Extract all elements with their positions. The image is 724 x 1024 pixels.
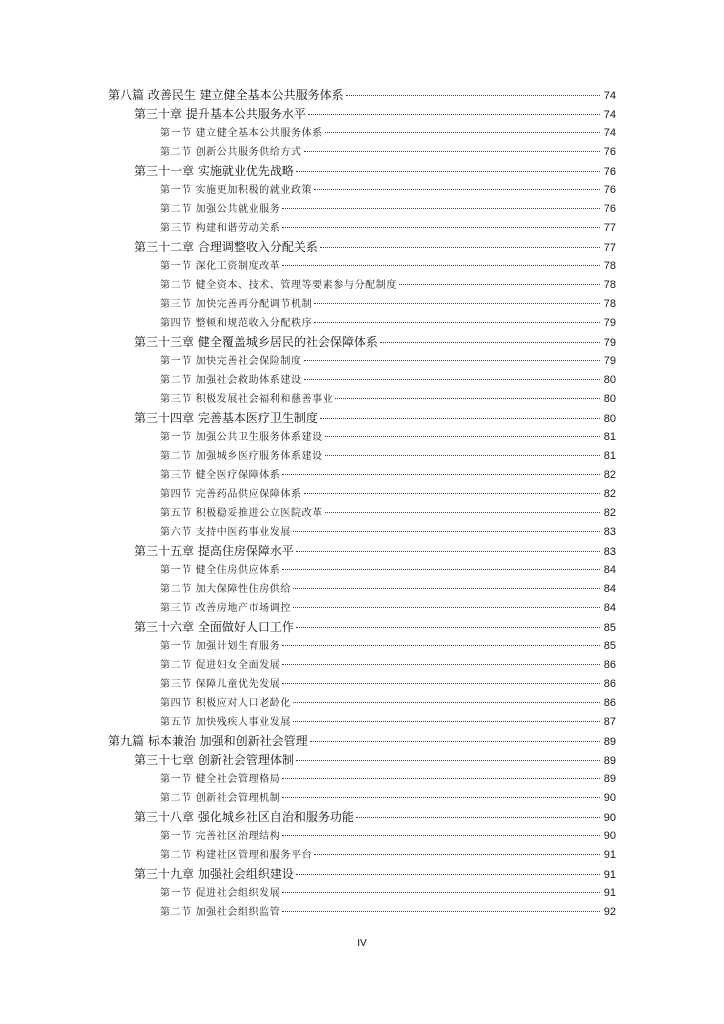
toc-section-entry[interactable] (108, 257, 616, 276)
page-number: IV (357, 938, 367, 949)
toc-entry-title: 第一节 健全社会管理格局 (160, 774, 281, 785)
dot-leader (282, 835, 600, 836)
toc-entry-page: 84 (603, 583, 616, 595)
toc-entry-page: 92 (603, 906, 616, 918)
toc-section-entry[interactable] (108, 181, 616, 200)
toc-entry-title: 第三节 加快完善再分配调节机制 (160, 299, 313, 310)
dot-leader (314, 189, 600, 190)
dot-leader (399, 284, 600, 285)
toc-section-entry[interactable] (108, 656, 616, 675)
dot-leader (282, 683, 600, 684)
toc-entry-page: 90 (603, 812, 616, 824)
toc-entry-title: 第一节 加强公共卫生服务体系建设 (160, 432, 323, 443)
toc-entry-title: 第一节 加强计划生育服务 (160, 641, 281, 652)
dot-leader (282, 569, 600, 570)
toc-section-entry[interactable] (108, 770, 616, 789)
toc-entry-title: 第三节 健全医疗保障体系 (160, 470, 281, 481)
dot-leader (296, 627, 600, 628)
dot-leader (335, 398, 600, 399)
toc-entry-page: 90 (603, 792, 616, 804)
toc-section-entry[interactable] (108, 371, 616, 390)
toc-section-entry[interactable] (108, 276, 616, 295)
dot-leader (293, 588, 600, 589)
dot-leader (282, 208, 600, 209)
toc-entry-page: 76 (603, 166, 616, 178)
dot-leader (282, 797, 600, 798)
toc-entry-title: 第一节 完善社区治理结构 (160, 831, 281, 842)
toc-entry-page: 82 (603, 469, 616, 481)
toc-section-entry[interactable] (108, 390, 616, 409)
toc-chapter-entry[interactable] (108, 542, 616, 561)
dot-leader (296, 171, 600, 172)
toc-section-entry[interactable] (108, 827, 616, 846)
toc-entry-page: 85 (603, 622, 616, 634)
toc-entry-page: 82 (603, 507, 616, 519)
toc-entry-title: 第三节 保障儿童优先发展 (160, 679, 281, 690)
dot-leader (296, 874, 600, 875)
toc-entry-page: 80 (603, 413, 616, 425)
toc-entry-page: 78 (603, 260, 616, 272)
toc-entry-page: 91 (603, 849, 616, 861)
toc-chapter-entry[interactable] (108, 105, 616, 124)
toc-entry-title: 第二节 促进妇女全面发展 (160, 660, 281, 671)
dot-leader (325, 455, 600, 456)
toc-section-entry[interactable] (108, 884, 616, 903)
toc-section-entry[interactable] (108, 580, 616, 599)
toc-section-entry[interactable] (108, 561, 616, 580)
toc-entry-title: 第二节 加强城乡医疗服务体系建设 (160, 451, 323, 462)
dot-leader (296, 760, 600, 761)
toc-entry-page: 81 (603, 431, 616, 443)
dot-leader (293, 721, 600, 722)
toc-entry-title: 第二节 加强社会救助体系建设 (160, 375, 302, 386)
toc-entry-page: 86 (603, 659, 616, 671)
toc-section-entry[interactable] (108, 846, 616, 865)
toc-entry-title: 第三十一章 实施就业优先战略 (134, 164, 294, 178)
toc-chapter-entry[interactable] (108, 808, 616, 827)
toc-entry-title: 第三十二章 合理调整收入分配关系 (134, 240, 318, 254)
toc-entry-page: 83 (603, 526, 616, 538)
toc-chapter-entry[interactable] (108, 162, 616, 181)
toc-entry-page: 84 (603, 602, 616, 614)
toc-entry-page: 77 (603, 222, 616, 234)
toc-chapter-entry[interactable] (108, 865, 616, 884)
toc-entry-title: 第五节 加快残疾人事业发展 (160, 717, 291, 728)
dot-leader (282, 892, 600, 893)
toc-entry-title: 第三十九章 加强社会组织建设 (134, 867, 294, 881)
toc-section-entry[interactable] (108, 713, 616, 732)
toc-chapter-entry[interactable] (108, 409, 616, 428)
dot-leader (304, 379, 600, 380)
toc-entry-page: 86 (603, 697, 616, 709)
toc-entry-page: 82 (603, 488, 616, 500)
toc-section-entry[interactable] (108, 637, 616, 656)
dot-leader (282, 664, 600, 665)
toc-chapter-entry[interactable] (108, 238, 616, 257)
toc-section-entry[interactable] (108, 789, 616, 808)
toc-part-entry[interactable] (108, 732, 616, 751)
dot-leader (325, 436, 600, 437)
toc-entry-page: 74 (603, 90, 616, 102)
dot-leader (314, 322, 600, 323)
dot-leader (282, 911, 600, 912)
toc-entry-page: 76 (603, 184, 616, 196)
toc-section-entry[interactable] (108, 504, 616, 523)
toc-entry-title: 第一节 深化工资制度改革 (160, 261, 281, 272)
toc-entry-page: 77 (603, 242, 616, 254)
dot-leader (293, 531, 600, 532)
toc-entry-title: 第三十六章 全面做好人口工作 (134, 620, 294, 634)
toc-entry-page: 79 (603, 317, 616, 329)
toc-entry-title: 第九篇 标本兼治 加强和创新社会管理 (108, 734, 308, 748)
toc-chapter-entry[interactable] (108, 333, 616, 352)
dot-leader (346, 95, 600, 96)
dot-leader (320, 247, 600, 248)
dot-leader (304, 360, 600, 361)
toc-entry-title: 第一节 实施更加积极的就业政策 (160, 185, 313, 196)
toc-section-entry[interactable] (108, 124, 616, 143)
dot-leader (304, 493, 600, 494)
dot-leader (308, 114, 600, 115)
toc-entry-title: 第四节 完善药品供应保障体系 (160, 489, 302, 500)
toc-entry-title: 第二节 加强公共就业服务 (160, 204, 281, 215)
toc-entry-page: 86 (603, 678, 616, 690)
toc-entry-page: 91 (603, 869, 616, 881)
toc-chapter-entry[interactable] (108, 618, 616, 637)
toc-entry-page: 89 (603, 755, 616, 767)
toc-entry-title: 第二节 加大保障性住房供给 (160, 584, 291, 595)
dot-leader (325, 132, 600, 133)
dot-leader (282, 645, 600, 646)
toc-entry-title: 第四节 积极应对人口老龄化 (160, 698, 291, 709)
toc-entry-title: 第三十八章 强化城乡社区自治和服务功能 (134, 810, 354, 824)
toc-entry-page: 89 (603, 773, 616, 785)
toc-section-entry[interactable] (108, 428, 616, 447)
toc-entry-title: 第一节 健全住房供应体系 (160, 565, 281, 576)
toc-entry-page: 79 (603, 337, 616, 349)
dot-leader (304, 151, 600, 152)
toc-entry-page: 89 (603, 736, 616, 748)
toc-entry-title: 第三十三章 健全覆盖城乡居民的社会保障体系 (134, 335, 378, 349)
toc-entry-page: 87 (603, 716, 616, 728)
toc-section-entry[interactable] (108, 200, 616, 219)
dot-leader (282, 227, 600, 228)
toc-section-entry[interactable] (108, 523, 616, 542)
toc-entry-page: 90 (603, 830, 616, 842)
toc-entry-page: 85 (603, 640, 616, 652)
toc-entry-title: 第二节 健全资本、技术、管理等要素参与分配制度 (160, 280, 397, 291)
toc-entry-title: 第三节 改善房地产市场调控 (160, 603, 291, 614)
toc-entry-title: 第二节 创新社会管理机制 (160, 793, 281, 804)
toc-entry-title: 第二节 创新公共服务供给方式 (160, 147, 302, 158)
toc-entry-title: 第三十七章 创新社会管理体制 (134, 753, 294, 767)
toc-entry-page: 76 (603, 203, 616, 215)
dot-leader (314, 854, 600, 855)
toc-entry-page: 91 (603, 887, 616, 899)
toc-section-entry[interactable] (108, 143, 616, 162)
toc-entry-title: 第三十五章 提高住房保障水平 (134, 544, 294, 558)
table-of-contents (108, 86, 616, 922)
toc-entry-title: 第三节 积极发展社会福利和慈善事业 (160, 394, 334, 405)
dot-leader (380, 342, 600, 343)
toc-entry-page: 78 (603, 298, 616, 310)
toc-entry-title: 第四节 整顿和规范收入分配秩序 (160, 318, 313, 329)
dot-leader (282, 474, 600, 475)
toc-entry-title: 第二节 构建社区管理和服务平台 (160, 850, 313, 861)
toc-section-entry[interactable] (108, 599, 616, 618)
dot-leader (356, 817, 600, 818)
toc-section-entry[interactable] (108, 352, 616, 371)
toc-entry-page: 81 (603, 450, 616, 462)
toc-entry-title: 第二节 加强社会组织监管 (160, 907, 281, 918)
dot-leader (282, 265, 600, 266)
toc-section-entry[interactable] (108, 466, 616, 485)
toc-section-entry[interactable] (108, 314, 616, 333)
dot-leader (325, 512, 600, 513)
dot-leader (282, 778, 600, 779)
toc-entry-page: 74 (603, 109, 616, 121)
dot-leader (296, 551, 600, 552)
toc-section-entry[interactable] (108, 675, 616, 694)
toc-entry-title: 第三十章 提升基本公共服务水平 (134, 107, 306, 121)
toc-entry-page: 74 (603, 127, 616, 139)
toc-section-entry[interactable] (108, 219, 616, 238)
toc-entry-page: 84 (603, 564, 616, 576)
toc-entry-title: 第六节 支持中医药事业发展 (160, 527, 291, 538)
toc-section-entry[interactable] (108, 295, 616, 314)
toc-entry-title: 第一节 促进社会组织发展 (160, 888, 281, 899)
toc-entry-page: 83 (603, 546, 616, 558)
toc-entry-page: 80 (603, 393, 616, 405)
toc-entry-title: 第一节 加快完善社会保险制度 (160, 356, 302, 367)
dot-leader (310, 741, 600, 742)
toc-section-entry[interactable] (108, 903, 616, 922)
toc-entry-title: 第三节 构建和谐劳动关系 (160, 223, 281, 234)
toc-entry-page: 76 (603, 146, 616, 158)
toc-section-entry[interactable] (108, 447, 616, 466)
dot-leader (314, 303, 600, 304)
toc-entry-title: 第三十四章 完善基本医疗卫生制度 (134, 411, 318, 425)
dot-leader (320, 418, 600, 419)
toc-entry-page: 79 (603, 355, 616, 367)
toc-entry-title: 第一节 建立健全基本公共服务体系 (160, 128, 323, 139)
toc-part-entry[interactable] (108, 86, 616, 105)
toc-entry-page: 80 (603, 374, 616, 386)
toc-section-entry[interactable] (108, 694, 616, 713)
toc-entry-page: 78 (603, 279, 616, 291)
toc-section-entry[interactable] (108, 485, 616, 504)
toc-chapter-entry[interactable] (108, 751, 616, 770)
dot-leader (293, 607, 600, 608)
toc-entry-title: 第五节 积极稳妥推进公立医院改革 (160, 508, 323, 519)
dot-leader (293, 702, 600, 703)
toc-entry-title: 第八篇 改善民生 建立健全基本公共服务体系 (108, 88, 344, 102)
